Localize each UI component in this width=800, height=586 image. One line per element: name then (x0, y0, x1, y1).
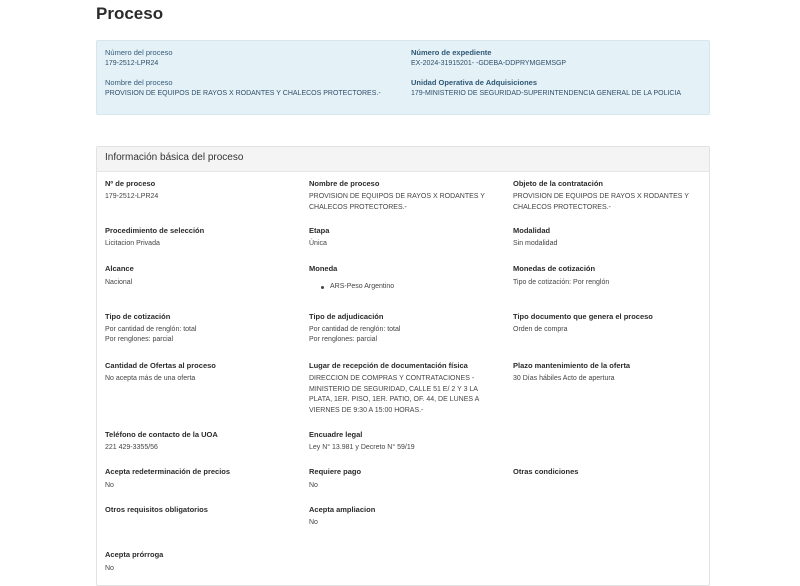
field-value-objeto: PROVISION DE EQUIPOS DE RAYOS X RODANTES Y CHALECOS PROTECTORES.- (513, 193, 689, 211)
field-value-acepta-prorroga: No (105, 565, 114, 572)
field-label-requiere-pago: Requiere pago (309, 467, 362, 476)
field-value-encuadre-legal: Ley N° 13.981 y Decreto N° 59/19 (309, 444, 415, 451)
field-label-etapa: Etapa (309, 226, 330, 235)
numero-proceso-label: Número del proceso (105, 48, 173, 57)
page-title: Proceso (96, 4, 164, 23)
nombre-proceso-label: Nombre del proceso (105, 78, 173, 87)
field-label-nro-proceso: Nº de proceso (105, 179, 156, 188)
field-value-moneda: ARS-Peso Argentino (330, 283, 395, 290)
field-label-modalidad: Modalidad (513, 226, 551, 235)
expediente-label: Número de expediente (411, 48, 492, 57)
field-label-moneda: Moneda (309, 264, 338, 273)
expediente-value: EX-2024-31915201- -GDEBA-DDPRYMGEMSGP (411, 60, 567, 67)
numero-proceso-value: 179-2512-LPR24 (105, 60, 159, 67)
field-label-lugar-recepcion: Lugar de recepción de documentación física (309, 361, 468, 370)
field-value-requiere-pago: No (309, 482, 318, 489)
field-value-nombre-proceso: PROVISION DE EQUIPOS DE RAYOS X RODANTES Y CHALECOS PROTECTORES.- (309, 193, 485, 211)
field-value-etapa: Única (309, 240, 327, 247)
field-value-nro-proceso: 179-2512-LPR24 (105, 193, 159, 200)
field-value-tipo-adjudicacion-2: Por renglones: parcial (309, 336, 378, 343)
field-label-otros-requisitos: Otros requisitos obligatorios (105, 505, 208, 514)
field-value-tipo-adjudicacion-1: Por cantidad de renglón: total (309, 326, 401, 333)
field-value-lugar-recepcion: DIRECCION DE COMPRAS Y CONTRATACIONES - MINISTERIO DE SEGURIDAD, CALLE 51 E/ 2 Y 3 LA PLATA, 1ER. PISO, 1ER. PATIO, OF. 44, DE LUNES A VIERNES DE 9:30 A 15:00 HORAS.- (309, 375, 479, 414)
field-value-monedas-cotizacion: Tipo de cotización: Por renglón (513, 279, 610, 286)
field-label-acepta-prorroga: Acepta prórroga (105, 550, 164, 559)
card-header (97, 147, 709, 172)
field-label-monedas-cotizacion: Monedas de cotización (513, 264, 596, 273)
field-value-tipo-cotizacion-2: Por renglones: parcial (105, 336, 174, 343)
field-label-objeto: Objeto de la contratación (513, 179, 604, 188)
field-label-telefono-uoa: Teléfono de contacto de la UOA (105, 430, 218, 439)
field-value-procedimiento: Licitacion Privada (105, 240, 160, 247)
field-value-telefono-uoa: 221 429-3355/56 (105, 444, 158, 451)
field-value-alcance: Nacional (105, 279, 133, 286)
field-label-cantidad-ofertas: Cantidad de Ofertas al proceso (105, 361, 216, 370)
uoa-label: Unidad Operativa de Adquisiciones (411, 78, 537, 87)
process-summary-panel (96, 40, 710, 115)
field-label-encuadre-legal: Encuadre legal (309, 430, 363, 439)
field-value-tipo-cotizacion-1: Por cantidad de renglón: total (105, 326, 197, 333)
field-value-redeterminacion: No (105, 482, 114, 489)
nombre-proceso-value: PROVISION DE EQUIPOS DE RAYOS X RODANTES Y CHALECOS PROTECTORES.- (105, 90, 381, 97)
field-label-tipo-cotizacion: Tipo de cotización (105, 312, 171, 321)
field-label-tipo-documento: Tipo documento que genera el proceso (513, 312, 653, 321)
field-label-otras-condiciones: Otras condiciones (513, 467, 579, 476)
bullet-icon (321, 286, 324, 289)
field-label-tipo-adjudicacion: Tipo de adjudicación (309, 312, 384, 321)
field-label-procedimiento: Procedimiento de selección (105, 226, 205, 235)
uoa-value: 179-MINISTERIO DE SEGURIDAD-SUPERINTENDENCIA GENERAL DE LA POLICIA (411, 90, 682, 97)
field-value-tipo-documento: Orden de compra (513, 326, 568, 333)
field-value-cantidad-ofertas: No acepta más de una oferta (105, 375, 196, 382)
field-label-alcance: Alcance (105, 264, 134, 273)
field-value-modalidad: Sin modalidad (513, 240, 558, 247)
basic-info-card (96, 146, 710, 586)
field-value-plazo-mantenimiento: 30 Días hábiles Acto de apertura (513, 375, 615, 382)
field-value-acepta-ampliacion: No (309, 519, 318, 526)
field-label-plazo-mantenimiento: Plazo mantenimiento de la oferta (513, 361, 631, 370)
card-title: Información básica del proceso (105, 152, 244, 163)
field-label-acepta-ampliacion: Acepta ampliacion (309, 505, 376, 514)
field-label-nombre-proceso: Nombre de proceso (309, 179, 380, 188)
field-label-redeterminacion: Acepta redeterminación de precios (105, 467, 231, 476)
